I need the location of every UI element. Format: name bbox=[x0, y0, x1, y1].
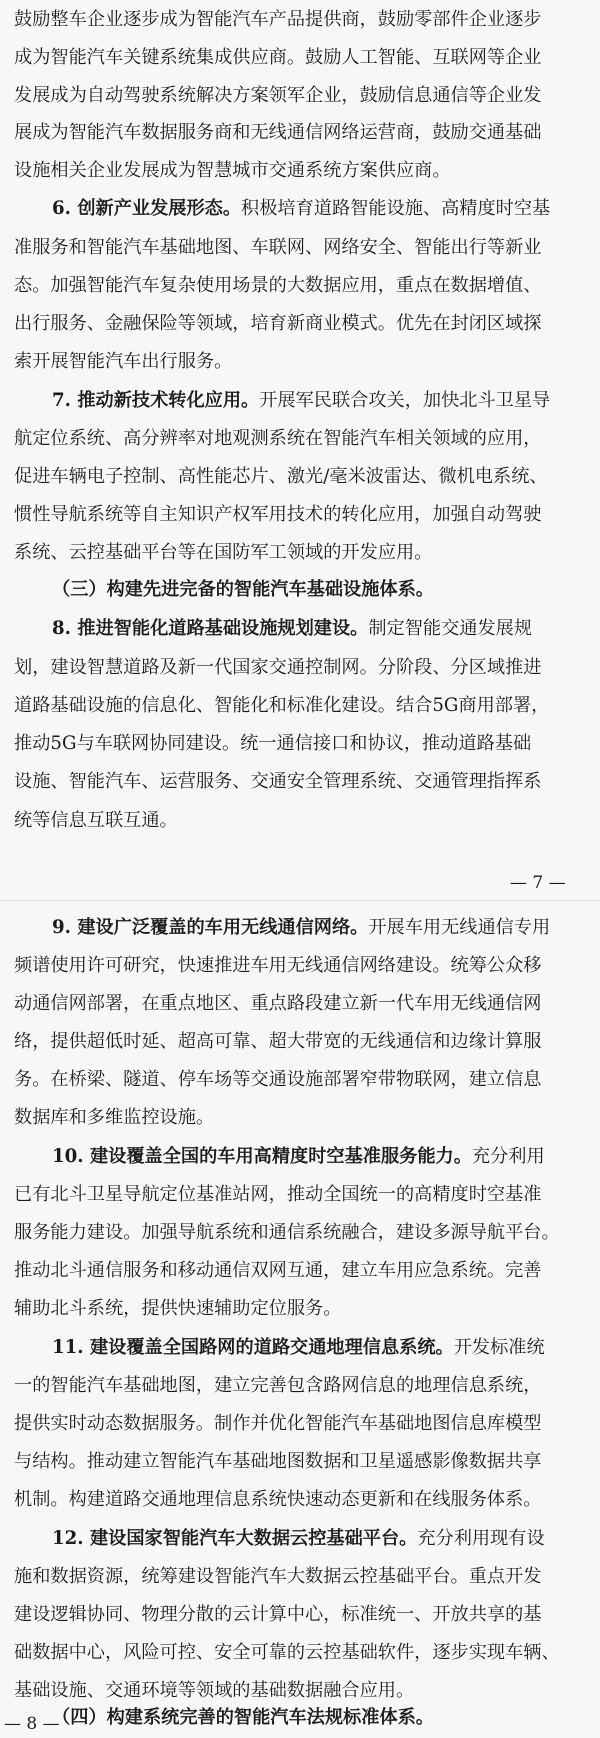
text-line: 展成为智能汽车数据服务商和无线通信网络运营商，鼓励交通基础 bbox=[14, 122, 542, 143]
text-line: 态。加强智能汽车复杂使用场景的大数据应用，重点在数据增值、 bbox=[14, 275, 542, 296]
item-9-text: 开展车用无线通信专用 bbox=[368, 917, 551, 938]
text-line: 航定位系统、高分辨率对地观测系统在智能汽车相关领域的应用， bbox=[14, 428, 542, 449]
item-9-title: 9. 建设广泛覆盖的车用无线通信网络。 bbox=[52, 917, 369, 938]
text-line: 提供实时动态数据服务。制作并优化智能汽车基础地图信息库模型 bbox=[14, 1413, 542, 1434]
text-line: 统等信息互联互通。 bbox=[14, 810, 178, 831]
text-line: 建设逻辑协同、物理分散的云计算中心，标准统一、开放共享的基 bbox=[14, 1604, 542, 1625]
item-12-text: 充分利用现有设 bbox=[417, 1528, 545, 1549]
item-10-first-line bbox=[52, 1145, 588, 1169]
item-11-text: 开发标准统 bbox=[453, 1337, 545, 1358]
item-9-first-line bbox=[52, 916, 588, 940]
text-line: 频谱使用许可研究，快速推进车用无线通信网络建设。统筹公众移 bbox=[14, 955, 542, 976]
page-number: — 7 — bbox=[510, 873, 566, 893]
text-line: 索开展智能汽车出行服务。 bbox=[14, 351, 233, 372]
item-7-title: 7. 推动新技术转化应用。 bbox=[52, 390, 260, 411]
text-line: 一的智能汽车基础地图，建立完善包含路网信息的地理信息系统， bbox=[14, 1375, 542, 1396]
item-8-title: 8. 推进智能化道路基础设施规划建设。 bbox=[52, 618, 369, 639]
text-line: 础数据中心，风险可控、安全可靠的云控基础软件，逐步实现车辆、 bbox=[14, 1642, 560, 1663]
text-line: 道路基础设施的信息化、智能化和标准化建设。结合5G商用部署， bbox=[14, 695, 550, 716]
page-number: — 8 — bbox=[4, 1714, 60, 1734]
text-line: 设施相关企业发展成为智慧城市交通系统方案供应商。 bbox=[14, 160, 451, 181]
text-line: 成为智能汽车关键系统集成供应商。鼓励人工智能、互联网等企业 bbox=[14, 47, 542, 68]
text-line: 系统、云控基础平台等在国防军工领域的开发应用。 bbox=[14, 542, 433, 563]
text-line: 设施、智能汽车、运营服务、交通安全管理系统、交通管理指挥系 bbox=[14, 771, 542, 792]
item-12-first-line bbox=[52, 1527, 588, 1551]
text-line: 已有北斗卫星导航定位基准站网，推动全国统一的高精度时空基准 bbox=[14, 1184, 542, 1205]
text-line: 鼓励整车企业逐步成为智能汽车产品提供商，鼓励零部件企业逐步 bbox=[14, 9, 542, 30]
item-8-text: 制定智能交通发展规 bbox=[368, 618, 533, 639]
section-4-heading: （四）构建系统完善的智能汽车法规标准体系。 bbox=[52, 1707, 434, 1728]
page-divider bbox=[0, 900, 600, 901]
text-line: 促进车辆电子控制、高性能芯片、激光/毫米波雷达、微机电系统、 bbox=[14, 466, 548, 487]
item-10-text: 充分利用 bbox=[471, 1146, 545, 1167]
text-line: 发展成为自动驾驶系统解决方案领军企业，鼓励信息通信等企业发 bbox=[14, 85, 542, 106]
item-7-text: 开展军民联合攻关，加快北斗卫星导 bbox=[259, 390, 551, 411]
text-line: 惯性导航系统等自主知识产权军用技术的转化应用，加强自动驾驶 bbox=[14, 504, 542, 525]
text-line: 络，提供超低时延、超高可靠、超大带宽的无线通信和边缘计算服 bbox=[14, 1031, 542, 1052]
item-11-first-line bbox=[52, 1336, 588, 1360]
text-line: 准服务和智能汽车基础地图、车联网、网络安全、智能出行等新业 bbox=[14, 237, 542, 258]
item-6-text: 积极培育道路智能设施、高精度时空基 bbox=[241, 198, 551, 219]
text-line: 施和数据资源，统筹建设智能汽车大数据云控基础平台。重点开发 bbox=[14, 1566, 542, 1587]
item-8-first-line bbox=[52, 617, 588, 641]
text-line: 推动北斗通信服务和移动通信双网互通，建立车用应急系统。完善 bbox=[14, 1260, 542, 1281]
item-6-title: 6. 创新产业发展形态。 bbox=[52, 198, 242, 219]
text-line: 与结构。推动建立智能汽车基础地图数据和卫星遥感影像数据共享 bbox=[14, 1451, 542, 1472]
text-line: 划，建设智慧道路及新一代国家交通控制网。分阶段、分区域推进 bbox=[14, 657, 542, 678]
text-line: 动通信网部署，在重点地区、重点路段建立新一代车用无线通信网 bbox=[14, 993, 542, 1014]
item-10-title: 10. 建设覆盖全国的车用高精度时空基准服务能力。 bbox=[52, 1146, 472, 1167]
text-line: 务。在桥梁、隧道、停车场等交通设施部署窄带物联网，建立信息 bbox=[14, 1069, 542, 1090]
item-6-first-line bbox=[52, 197, 588, 221]
section-3-heading: （三）构建先进完备的智能汽车基础设施体系。 bbox=[52, 579, 434, 600]
text-line: 机制。构建道路交通地理信息系统快速动态更新和在线服务体系。 bbox=[14, 1489, 542, 1510]
text-line: 辅助北斗系统，提供快速辅助定位服务。 bbox=[14, 1298, 342, 1319]
text-line: 基础设施、交通环境等领域的基础数据融合应用。 bbox=[14, 1680, 415, 1701]
item-12-title: 12. 建设国家智能汽车大数据云控基础平台。 bbox=[52, 1528, 418, 1549]
item-7-first-line bbox=[52, 389, 588, 413]
text-line: 出行服务、金融保险等领域，培育新商业模式。优先在封闭区域探 bbox=[14, 313, 542, 334]
text-line: 数据库和多维监控设施。 bbox=[14, 1107, 215, 1128]
text-line: 服务能力建设。加强导航系统和通信系统融合，建设多源导航平台。 bbox=[14, 1222, 560, 1243]
item-11-title: 11. 建设覆盖全国路网的道路交通地理信息系统。 bbox=[52, 1337, 454, 1358]
text-line: 推动5G与车联网协同建设。统一通信接口和协议，推动道路基础 bbox=[14, 733, 532, 754]
